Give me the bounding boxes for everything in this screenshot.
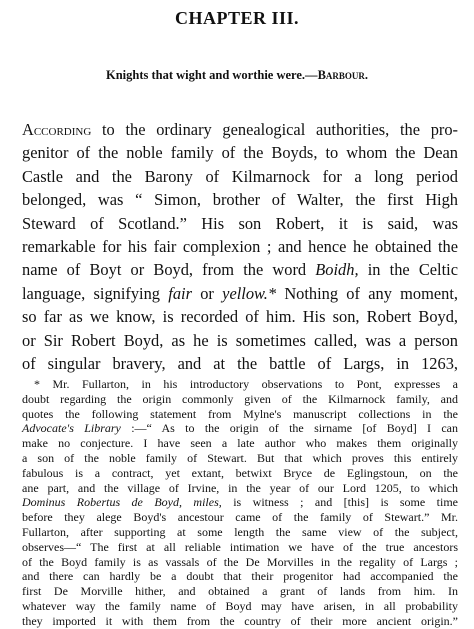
footnote-line: ane part, and the village of Irvine, in the year of our Lord 1205, to which xyxy=(22,480,458,495)
footnote-line: before they alege Boyd's ancestour came of the family of Stewart.” Mr. xyxy=(22,510,458,525)
epigraph-quote: Knights that wight and worthie were.— xyxy=(105,68,318,82)
footnote xyxy=(22,377,458,629)
opening-word: According xyxy=(22,120,92,139)
italic-word: fair xyxy=(168,283,192,303)
body-paragraph xyxy=(22,118,458,375)
footnote-line: quotes the following statement from Mylne's manuscript collections in the xyxy=(22,406,458,421)
italic-word: yellow.* xyxy=(222,283,277,303)
footnote-line: doubt regarding the origin commonly given of the Kilmarnock family, and xyxy=(22,391,458,406)
footnote-line: they imported it with them from the country of their more ancient origin.” xyxy=(22,613,458,628)
body-line-text: Nothing of any moment, xyxy=(276,283,458,303)
body-line-text: name of Boyt or Boyd, from the word xyxy=(22,260,316,280)
body-line: genitor of the noble family of the Boyds, to whom the Dean xyxy=(22,143,458,163)
footnote-line-text: is witness ; and [this] is some time xyxy=(221,495,458,510)
italic-word: Dominus Robertus de Boyd, miles, xyxy=(22,495,222,510)
body-line: of singular bravery, and at the battle of Largs, in 1263, xyxy=(22,354,458,374)
body-line-text: in the Celtic xyxy=(358,260,458,280)
footnote-line xyxy=(22,495,458,510)
italic-word: Boidh, xyxy=(315,260,359,280)
footnote-line: a son of the noble family of Stewart. But that which proves this entirely xyxy=(22,450,458,465)
body-line-text: or xyxy=(191,283,223,303)
body-line xyxy=(22,282,458,305)
body-line: remarkable for his fair complexion ; and hence he obtained the xyxy=(22,237,458,257)
footnote-line: of the Boyd family is as vassals of the De Morvilles in the regality of Largs ; xyxy=(22,554,458,569)
footnote-line: observes—“ The first at all reliable intimation we have of the true ancestors xyxy=(22,539,458,554)
body-line: belonged, was “ Simon, brother of Walter, the first High xyxy=(22,190,458,210)
body-line-text: to the ordinary genealogical authorities, the pro- xyxy=(91,120,458,139)
body-line: Steward of Scotland.” His son Robert, it is said, was xyxy=(22,213,458,233)
body-line xyxy=(22,118,458,141)
body-line: Castle and the Barony of Kilmarnock for a long period xyxy=(22,166,458,186)
epigraph xyxy=(0,68,474,83)
footnote-line: fabulous is a contract, yet extant, betwixt Bryce de Eglingstoun, on the xyxy=(22,465,458,480)
footnote-line: make no conjecture. I have seen a late author who makes them originally xyxy=(22,436,458,451)
footnote-line: whatever way the family name of Boyd may have arisen, in all probability xyxy=(22,598,458,613)
footnote-line: and there can hardly be a doubt that their progenitor had accompanied the xyxy=(22,569,458,584)
chapter-title: CHAPTER III. xyxy=(174,8,300,28)
body-line-text: language, signifying xyxy=(22,283,169,303)
body-line: so far as we know, is recorded of him. His son, Robert Boyd, xyxy=(22,307,458,327)
footnote-line: first De Morville hither, and obtained a grant of lands from him. In xyxy=(22,584,458,599)
footnote-line: * Mr. Fullarton, in his introductory observations to Pont, expresses a xyxy=(34,377,458,391)
footnote-line xyxy=(22,421,458,436)
epigraph-source: Barbour. xyxy=(317,68,369,82)
body-line: or Sir Robert Boyd, as he is sometimes called, was a person xyxy=(22,330,458,350)
footnote-line: Fullarton, after supporting at some length the same view of the subject, xyxy=(22,524,458,539)
footnote-line-text: :—“ As to the origin of the sirname [of Boyd] I can xyxy=(120,421,458,436)
body-line xyxy=(22,258,458,281)
italic-word: Advocate's Library xyxy=(22,421,121,436)
